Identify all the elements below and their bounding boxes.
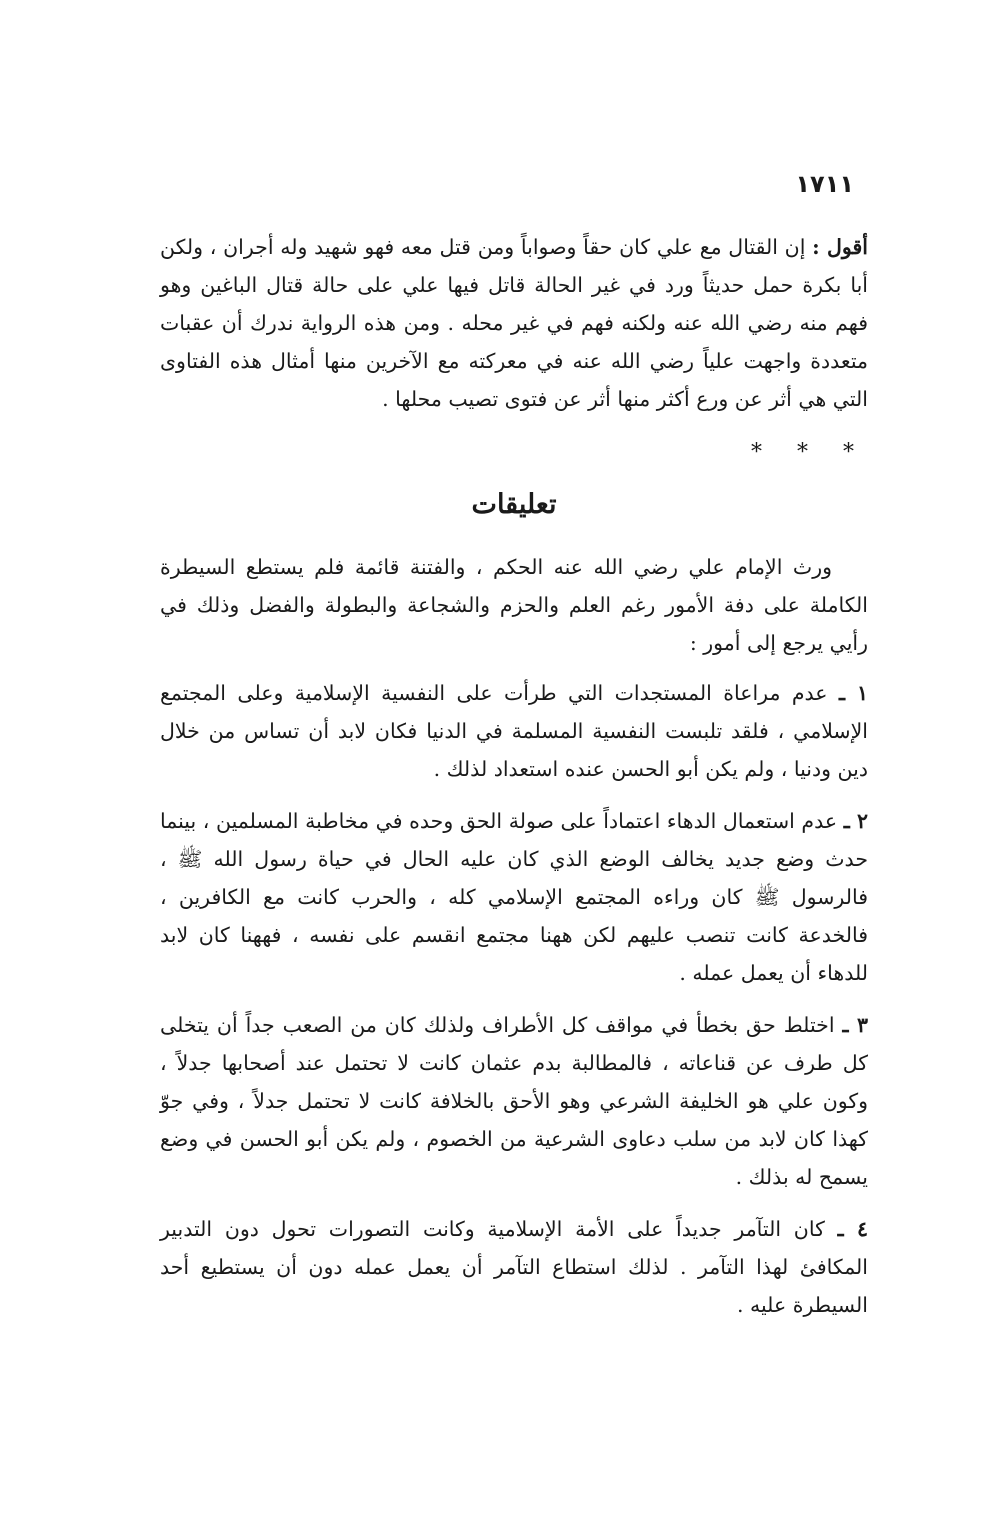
opening-paragraph bbox=[160, 228, 868, 418]
list-item-3 bbox=[160, 1006, 868, 1196]
list-item-number: ٣ ـ bbox=[842, 1013, 868, 1037]
section-separator: * * * bbox=[751, 440, 868, 465]
list-item-text: عدم مراعاة المستجدات التي طرأت على النفسية الإسلامية وعلى المجتمع الإسلامي ، فلقد تلبست النفسية المسلمة في الدنيا فكان لابد أن تساس من خلال دين ودنيا ، ولم يكن أبو الحسن عنده استعداد لذلك . bbox=[160, 681, 868, 781]
list-item-number: ٢ ـ bbox=[843, 809, 868, 833]
page-number: ١٧١١ bbox=[795, 170, 854, 198]
list-item-4 bbox=[160, 1210, 868, 1324]
list-item-text: كان التآمر جديداً على الأمة الإسلامية وكانت التصورات تحول دون التدبير المكافئ لهذا التآمر . لذلك استطاع التآمر أن يعمل عمله دون أن يستطيع أحد السيطرة عليه . bbox=[160, 1217, 868, 1317]
opening-lead-word: أقول : bbox=[812, 235, 868, 259]
list-item-1 bbox=[160, 674, 868, 788]
list-item-text: اختلط حق بخطأ في مواقف كل الأطراف ولذلك كان من الصعب جداً أن يتخلى كل طرف عن قناعاته ، فالمطالبة بدم عثمان كانت لا تحتمل عند أصحابها جدلاً ، وكون علي هو الخليفة الشرعي وهو الأحق بالخلافة كانت لا تحتمل جدلاً ، وفي جوّ كهذا كان لابد من سلب دعاوى الشرعية من الخصوم ، ولم يكن أبو الحسن في وضع يسمح له بذلك . bbox=[160, 1013, 868, 1189]
section-heading: تعليقات bbox=[471, 489, 557, 520]
list-item-number: ٤ ـ bbox=[837, 1217, 868, 1241]
list-item-number: ١ ـ bbox=[838, 681, 868, 705]
section-intro: ورث الإمام علي رضي الله عنه الحكم ، والفتنة قائمة فلم يستطع السيطرة الكاملة على دفة الأمور رغم العلم والحزم والشجاعة والبطولة والفضل وذلك في رأيي يرجع إلى أمور : bbox=[160, 555, 868, 655]
list-item-text: عدم استعمال الدهاء اعتماداً على صولة الحق وحده في مخاطبة المسلمين ، بينما حدث وضع جديد يخالف الوضع الذي كان عليه الحال في حياة رسول الله ﷺ ، فالرسول ﷺ كان وراءه المجتمع الإسلامي كله ، والحرب كانت مع الكافرين ، فالخدعة كانت تنصب عليهم لكن ههنا مجتمع انقسم على نفسه ، فههنا كان لابد للدهاء أن يعمل عمله . bbox=[160, 809, 868, 985]
page-body bbox=[160, 228, 868, 1338]
opening-text: إن القتال مع علي كان حقاً وصواباً ومن قتل معه فهو شهيد وله أجران ، ولكن أبا بكرة حمل حديثاً ورد في غير الحالة قاتل فيها علي على حالة قتال الباغين وهو فهم منه رضي الله عنه ولكنه فهم في غير محله . ومن هذه الرواية ندرك أن عقبات متعددة واجهت علياً رضي الله عنه في معركته مع الآخرين منها أمثال هذه الفتاوى التي هي أثر عن ورع أكثر منها أثر عن فتوى تصيب محلها . bbox=[160, 235, 868, 411]
list-item-2 bbox=[160, 802, 868, 992]
